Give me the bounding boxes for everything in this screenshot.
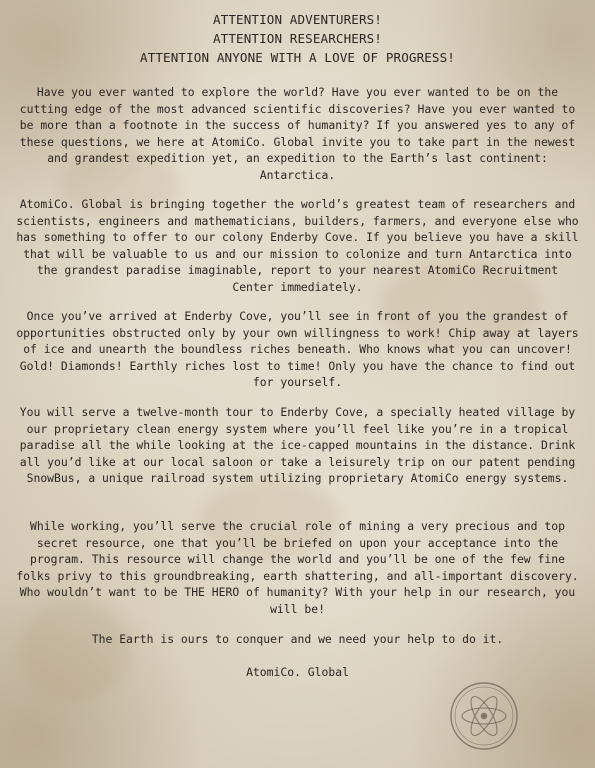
paragraph-opportunities: Once you’ve arrived at Enderby Cove, you’ll see in front of you the grandest of opportunities obstructed only by your own willingness to work! Chip away at layers of ice and unearth the boundless riches beneath. Who knows what you can uncover! Gold! Diamonds! Earthly riches lost to time! Only you have the chance to find out for yourself.	[16, 309, 579, 390]
paragraph-intro: Have you ever wanted to explore the world? Have you ever wanted to be on the cutting edge of the most advanced scientific discoveries? Have you ever wanted to be more than a footnote in the success of humanity? If you answered yes to any of these questions, we here at AtomiCo. Global invite you to take part in the newest and grandest expedition yet, an expedition to the Earth’s last continent: Antarctica.	[19, 85, 576, 182]
headline-line-3: ATTENTION ANYONE WITH A LOVE OF PROGRESS!	[140, 50, 455, 65]
paragraph-mission: While working, you’ll serve the crucial role of mining a very precious and top secret resource, one that you’ll be briefed on upon your acceptance into the program. This resource will change the world and you’ll be one of the few fine folks privy to this groundbreaking, earth shattering, and all-important discovery. Who wouldn’t want to be THE HERO of humanity? With your help in our research, you will be!	[16, 519, 579, 616]
atom-seal-icon	[448, 680, 520, 752]
closing-line: The Earth is ours to conquer and we need your help to do it.	[91, 632, 504, 646]
headline-line-2: ATTENTION RESEARCHERS!	[212, 31, 382, 46]
paragraph-tour: You will serve a twelve-month tour to Enderby Cove, a specially heated village by our proprietary clean energy system where you’ll feel like you’re in a tropical paradise all the while looking at the ice-capped mountains in the distance. Drink all you’d like at our local saloon or take a leisurely trip on our patent pending SnowBus, a unique railroad system utilizing proprietary AtomiCo energy systems.	[19, 405, 576, 486]
headline-line-1: ATTENTION ADVENTURERS!	[212, 12, 382, 27]
signature: AtomiCo. Global	[246, 665, 349, 679]
headline	[0, 10, 595, 67]
paragraph-recruitment: AtomiCo. Global is bringing together the world’s greatest team of researchers and scientists, engineers and mathematicians, builders, farmers, and everyone else who has something to offer to our colony Enderby Cove. If you believe you have a skill that will be valuable to us and our mission to colonize and turn Antarctica into the grandest paradise imaginable, report to your nearest AtomiCo Recruitment Center immediately.	[16, 197, 579, 294]
